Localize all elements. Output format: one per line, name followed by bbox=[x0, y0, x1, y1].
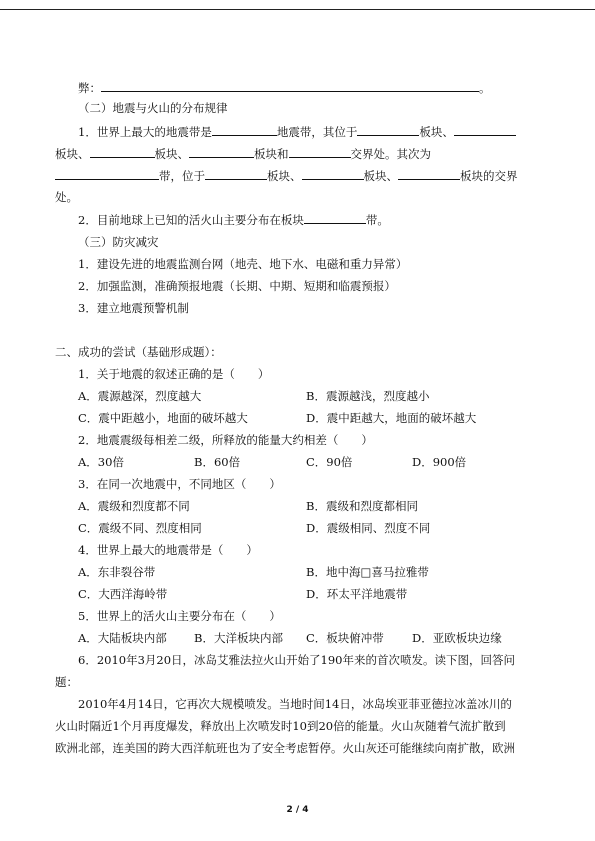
measure-3: 3．建立地震预警机制 bbox=[78, 301, 189, 315]
answer-blank[interactable] bbox=[454, 124, 516, 136]
option-b[interactable]: B．大洋板块内部 bbox=[194, 631, 283, 645]
question-stem: 3．在同一次地震中，不同地区（ ） bbox=[78, 477, 281, 491]
answer-blank[interactable] bbox=[304, 212, 366, 224]
q1-text: 1．世界上最大的地震带是 bbox=[78, 125, 212, 139]
option-b[interactable]: B．震源越浅，烈度越小 bbox=[306, 389, 430, 403]
option-b[interactable]: B．60倍 bbox=[194, 455, 241, 469]
question-6-line2: 题： bbox=[55, 675, 78, 689]
option-a[interactable]: A．震源越深，烈度越大 bbox=[78, 389, 202, 403]
q1-text: 板块的交界 bbox=[460, 169, 518, 183]
q1-text: 板块、 bbox=[363, 169, 398, 183]
option-d[interactable]: D．环太平洋地震带 bbox=[306, 587, 408, 601]
answer-blank[interactable] bbox=[289, 146, 351, 158]
answer-blank[interactable] bbox=[101, 80, 479, 92]
q1-text: 地震带，其位于 bbox=[276, 125, 358, 139]
q1-text: 板块、 bbox=[55, 147, 90, 161]
answer-blank[interactable] bbox=[55, 168, 159, 180]
reading-paragraph-line2: 火山时隔近1个月再度爆发，释放出上次喷发时10到20倍的能量。火山灰随着气流扩散到 bbox=[55, 719, 506, 733]
q1-text: 交界处。其次为 bbox=[350, 147, 431, 161]
section-title: 二、成功的尝试（基础形成题）： bbox=[55, 345, 222, 359]
option-d[interactable]: D．震中距越大，地面的破坏越大 bbox=[306, 411, 477, 425]
option-a[interactable]: A．东非裂谷带 bbox=[78, 565, 156, 579]
continuation-line bbox=[78, 80, 491, 95]
option-a[interactable]: A．大陆板块内部 bbox=[78, 631, 167, 645]
question-6-line1: 6．2010年3月20日，冰岛艾雅法拉火山开始了190年来的首次喷发。读下图，回答问 bbox=[78, 653, 515, 667]
option-d[interactable]: D．900倍 bbox=[412, 455, 467, 469]
page-number: 2 / 4 bbox=[286, 805, 309, 815]
reading-paragraph-line1: 2010年4月14日，它再次大规模喷发。当地时间14日，冰岛埃亚菲亚德拉冰盖冰川的 bbox=[78, 697, 512, 711]
option-c[interactable]: C．大西洋海岭带 bbox=[78, 587, 168, 601]
q1-text: 板块、 bbox=[267, 169, 302, 183]
answer-blank[interactable] bbox=[205, 168, 267, 180]
option-a[interactable]: A．30倍 bbox=[78, 455, 124, 469]
q1-text: 带，位于 bbox=[159, 169, 205, 183]
q1-text: 板块和 bbox=[254, 147, 289, 161]
q2-text: 带。 bbox=[365, 213, 389, 227]
option-b[interactable]: B．地中海□喜马拉雅带 bbox=[306, 565, 429, 579]
heading-disaster-prevention: （三）防灾减灾 bbox=[78, 235, 159, 249]
question-stem: 2．地震震级每相差二级，所释放的能量大约相差（ ） bbox=[78, 433, 373, 447]
question-stem: 5．世界上的活火山主要分布在（ ） bbox=[78, 609, 281, 623]
option-d[interactable]: D．震级相同、烈度不同 bbox=[306, 521, 431, 535]
q1-text: 板块、 bbox=[419, 125, 454, 139]
q1-text: 板块、 bbox=[154, 147, 189, 161]
option-c[interactable]: C．90倍 bbox=[306, 455, 353, 469]
option-a[interactable]: A．震级和烈度都不同 bbox=[78, 499, 190, 513]
q2-text: 2．目前地球上已知的活火山主要分布在板块 bbox=[78, 213, 304, 227]
option-c[interactable]: C．板块俯冲带 bbox=[306, 631, 384, 645]
option-b[interactable]: B．震级和烈度都相同 bbox=[306, 499, 418, 513]
question-stem: 4．世界上最大的地震带是（ ） bbox=[78, 543, 258, 557]
cont-prefix: 弊： bbox=[78, 81, 101, 95]
measure-1: 1．建设先进的地震监测台网（地壳、地下水、电磁和重力异常） bbox=[78, 257, 408, 271]
answer-blank[interactable] bbox=[302, 168, 364, 180]
answer-blank[interactable] bbox=[189, 146, 254, 158]
answer-blank[interactable] bbox=[398, 168, 460, 180]
option-c[interactable]: C．震中距越小，地面的破坏越大 bbox=[78, 411, 248, 425]
measure-2: 2．加强监测，准确预报地震（长期、中期、短期和临震预报） bbox=[78, 279, 396, 293]
fill-question-1-line4: 处。 bbox=[55, 190, 78, 204]
heading-distribution: （二）地震与火山的分布规律 bbox=[78, 101, 228, 115]
answer-blank[interactable] bbox=[90, 146, 155, 158]
reading-paragraph-line3: 欧洲北部，连美国的跨大西洋航班也为了安全考虑暂停。火山灰还可能继续向南扩散，欧洲 bbox=[55, 741, 515, 755]
fill-question-1-line1 bbox=[78, 124, 516, 139]
answer-blank[interactable] bbox=[357, 124, 419, 136]
fill-question-1-line3 bbox=[55, 168, 518, 183]
question-stem: 1．关于地震的叙述正确的是（ ） bbox=[78, 367, 270, 381]
option-d[interactable]: D．亚欧板块边缘 bbox=[412, 631, 502, 645]
cont-end: 。 bbox=[479, 81, 491, 95]
fill-question-1-line2 bbox=[55, 146, 431, 161]
fill-question-2 bbox=[78, 212, 389, 227]
top-rule bbox=[0, 9, 595, 10]
answer-blank[interactable] bbox=[212, 124, 277, 136]
option-c[interactable]: C．震级不同、烈度相同 bbox=[78, 521, 202, 535]
